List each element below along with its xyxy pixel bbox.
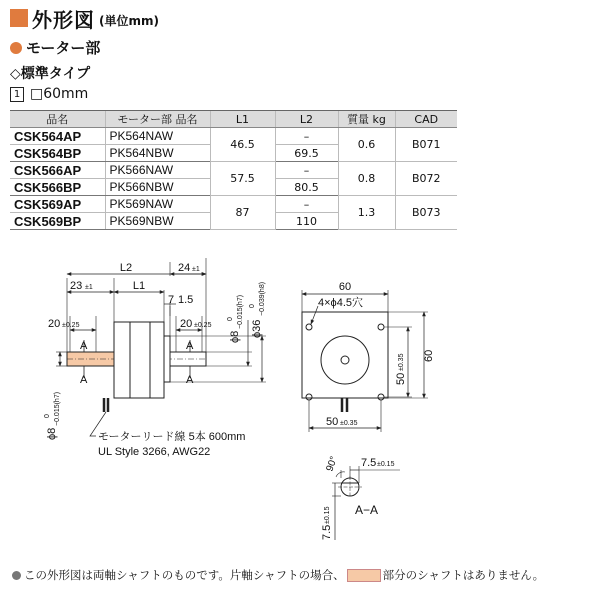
dim-L2: L2 xyxy=(119,262,133,274)
dim-7-5-top-tol: ±0.15 xyxy=(377,461,395,468)
model-cell: CSK569BP xyxy=(10,213,105,230)
header-cell: L1 xyxy=(210,111,275,128)
model-cell: CSK569AP xyxy=(10,196,105,213)
dim-60-top: 60 xyxy=(338,281,352,293)
title-text: 外形図 xyxy=(32,7,95,32)
mass-cell: 1.3 xyxy=(338,196,395,230)
dim-7: 7 xyxy=(168,294,175,306)
section-mark-A: A xyxy=(80,340,88,352)
dim-23: 23 xyxy=(70,280,83,292)
model-cell: CSK564BP xyxy=(10,145,105,162)
l1-cell: 46.5 xyxy=(210,128,275,162)
section-title: モーター部 xyxy=(26,39,101,57)
motor-body xyxy=(114,322,164,398)
model-cell: CSK564AP xyxy=(10,128,105,145)
header-cell: 品名 xyxy=(10,111,105,128)
cad-cell: B073 xyxy=(395,196,457,230)
dim-24-tol: ±1 xyxy=(192,266,200,273)
section-mark-A: A xyxy=(186,374,194,386)
title-unit: (単位mm) xyxy=(99,14,159,28)
pilot-tol-top: 0 xyxy=(249,304,256,308)
lead-wire-note: モーターリード線 5本 600mm xyxy=(98,431,246,443)
section-AA-labels xyxy=(321,455,395,540)
motor-cell: PK569NBW xyxy=(105,213,210,230)
header-cell: L2 xyxy=(275,111,338,128)
shaft-tol-right-top: 0 xyxy=(227,317,234,321)
front-view xyxy=(302,290,428,432)
motor-cell: PK564NAW xyxy=(105,128,210,145)
shaft-tol-left-top: 0 xyxy=(44,414,51,418)
header-cell: モーター部 品名 xyxy=(105,111,210,128)
dim-50-bottom: 50 xyxy=(326,416,339,428)
dim-50-bottom-tol: ±0.35 xyxy=(340,420,358,427)
l2-cell: – xyxy=(275,128,338,145)
dim-7-5-left-tol: ±0.15 xyxy=(324,506,331,524)
lead-wire-spec: UL Style 3266, AWG22 xyxy=(98,446,211,458)
shaded-legend-swatch xyxy=(347,569,381,582)
header-cell: CAD xyxy=(395,111,457,128)
footer-text-1: この外形図は両軸シャフトのものです。片軸シャフトの場合、 xyxy=(24,568,345,582)
dim-L1: L1 xyxy=(132,280,146,292)
motor-cell: PK566NBW xyxy=(105,179,210,196)
dim-50-right: 50 xyxy=(395,372,407,385)
size-text: □60mm xyxy=(30,86,89,102)
size-number-box: 1 xyxy=(10,87,24,102)
pilot-tol-bot: −0.039(h8) xyxy=(259,281,266,316)
section-mark-A: A xyxy=(80,374,88,386)
dim-50-right-tol: ±0.35 xyxy=(398,353,405,371)
mass-cell: 0.8 xyxy=(338,162,395,196)
model-cell: CSK566AP xyxy=(10,162,105,179)
type-label: ◇標準タイプ xyxy=(10,66,91,82)
section-mark-A: A xyxy=(186,340,194,352)
cad-cell: B071 xyxy=(395,128,457,162)
dim-7-5-left: 7.5 xyxy=(321,524,333,540)
dim-1-5: 1.5 xyxy=(178,294,194,306)
note-bullet-icon xyxy=(12,571,21,580)
l2-cell: – xyxy=(275,162,338,179)
l1-cell: 87 xyxy=(210,196,275,230)
dim-60-right: 60 xyxy=(423,349,435,362)
l2-cell: 80.5 xyxy=(275,179,338,196)
header-cell: 質量 kg xyxy=(338,111,395,128)
mass-cell: 0.6 xyxy=(338,128,395,162)
l2-cell: 69.5 xyxy=(275,145,338,162)
l1-cell: 57.5 xyxy=(210,162,275,196)
footer-text-2: 部分のシャフトはありません。 xyxy=(382,568,545,582)
footer-note xyxy=(12,567,544,583)
model-cell: CSK566BP xyxy=(10,179,105,196)
dim-20-right: 20 xyxy=(180,318,193,330)
pilot-boss xyxy=(164,336,170,382)
dim-23-tol: ±1 xyxy=(85,284,93,291)
section-label-AA: A−A xyxy=(355,503,379,517)
flange-square xyxy=(302,312,388,398)
shaft-tol-right-bot: −0.015(h7) xyxy=(237,294,244,329)
l2-cell: – xyxy=(275,196,338,213)
shaft-tol-left-bot: −0.015(h7) xyxy=(54,391,61,426)
shaft-dia-right: ϕ8 xyxy=(229,330,241,343)
dim-7-5-top: 7.5 xyxy=(361,457,377,469)
l2-cell: 110 xyxy=(275,213,338,230)
dim-20-right-tol: ±0.25 xyxy=(194,322,212,329)
shaft-dia-left: ϕ8 xyxy=(46,427,58,440)
pilot-dia: ϕ36 xyxy=(251,319,263,338)
motor-cell: PK564NBW xyxy=(105,145,210,162)
dim-24: 24 xyxy=(178,262,191,274)
angle-90: 90° xyxy=(324,455,340,474)
cad-cell: B072 xyxy=(395,162,457,196)
dim-20-left-tol: ±0.25 xyxy=(62,322,80,329)
holes-note: 4×ϕ4.5穴 xyxy=(318,297,363,309)
motor-cell: PK566NAW xyxy=(105,162,210,179)
motor-cell: PK569NAW xyxy=(105,196,210,213)
dim-20-left: 20 xyxy=(48,318,61,330)
